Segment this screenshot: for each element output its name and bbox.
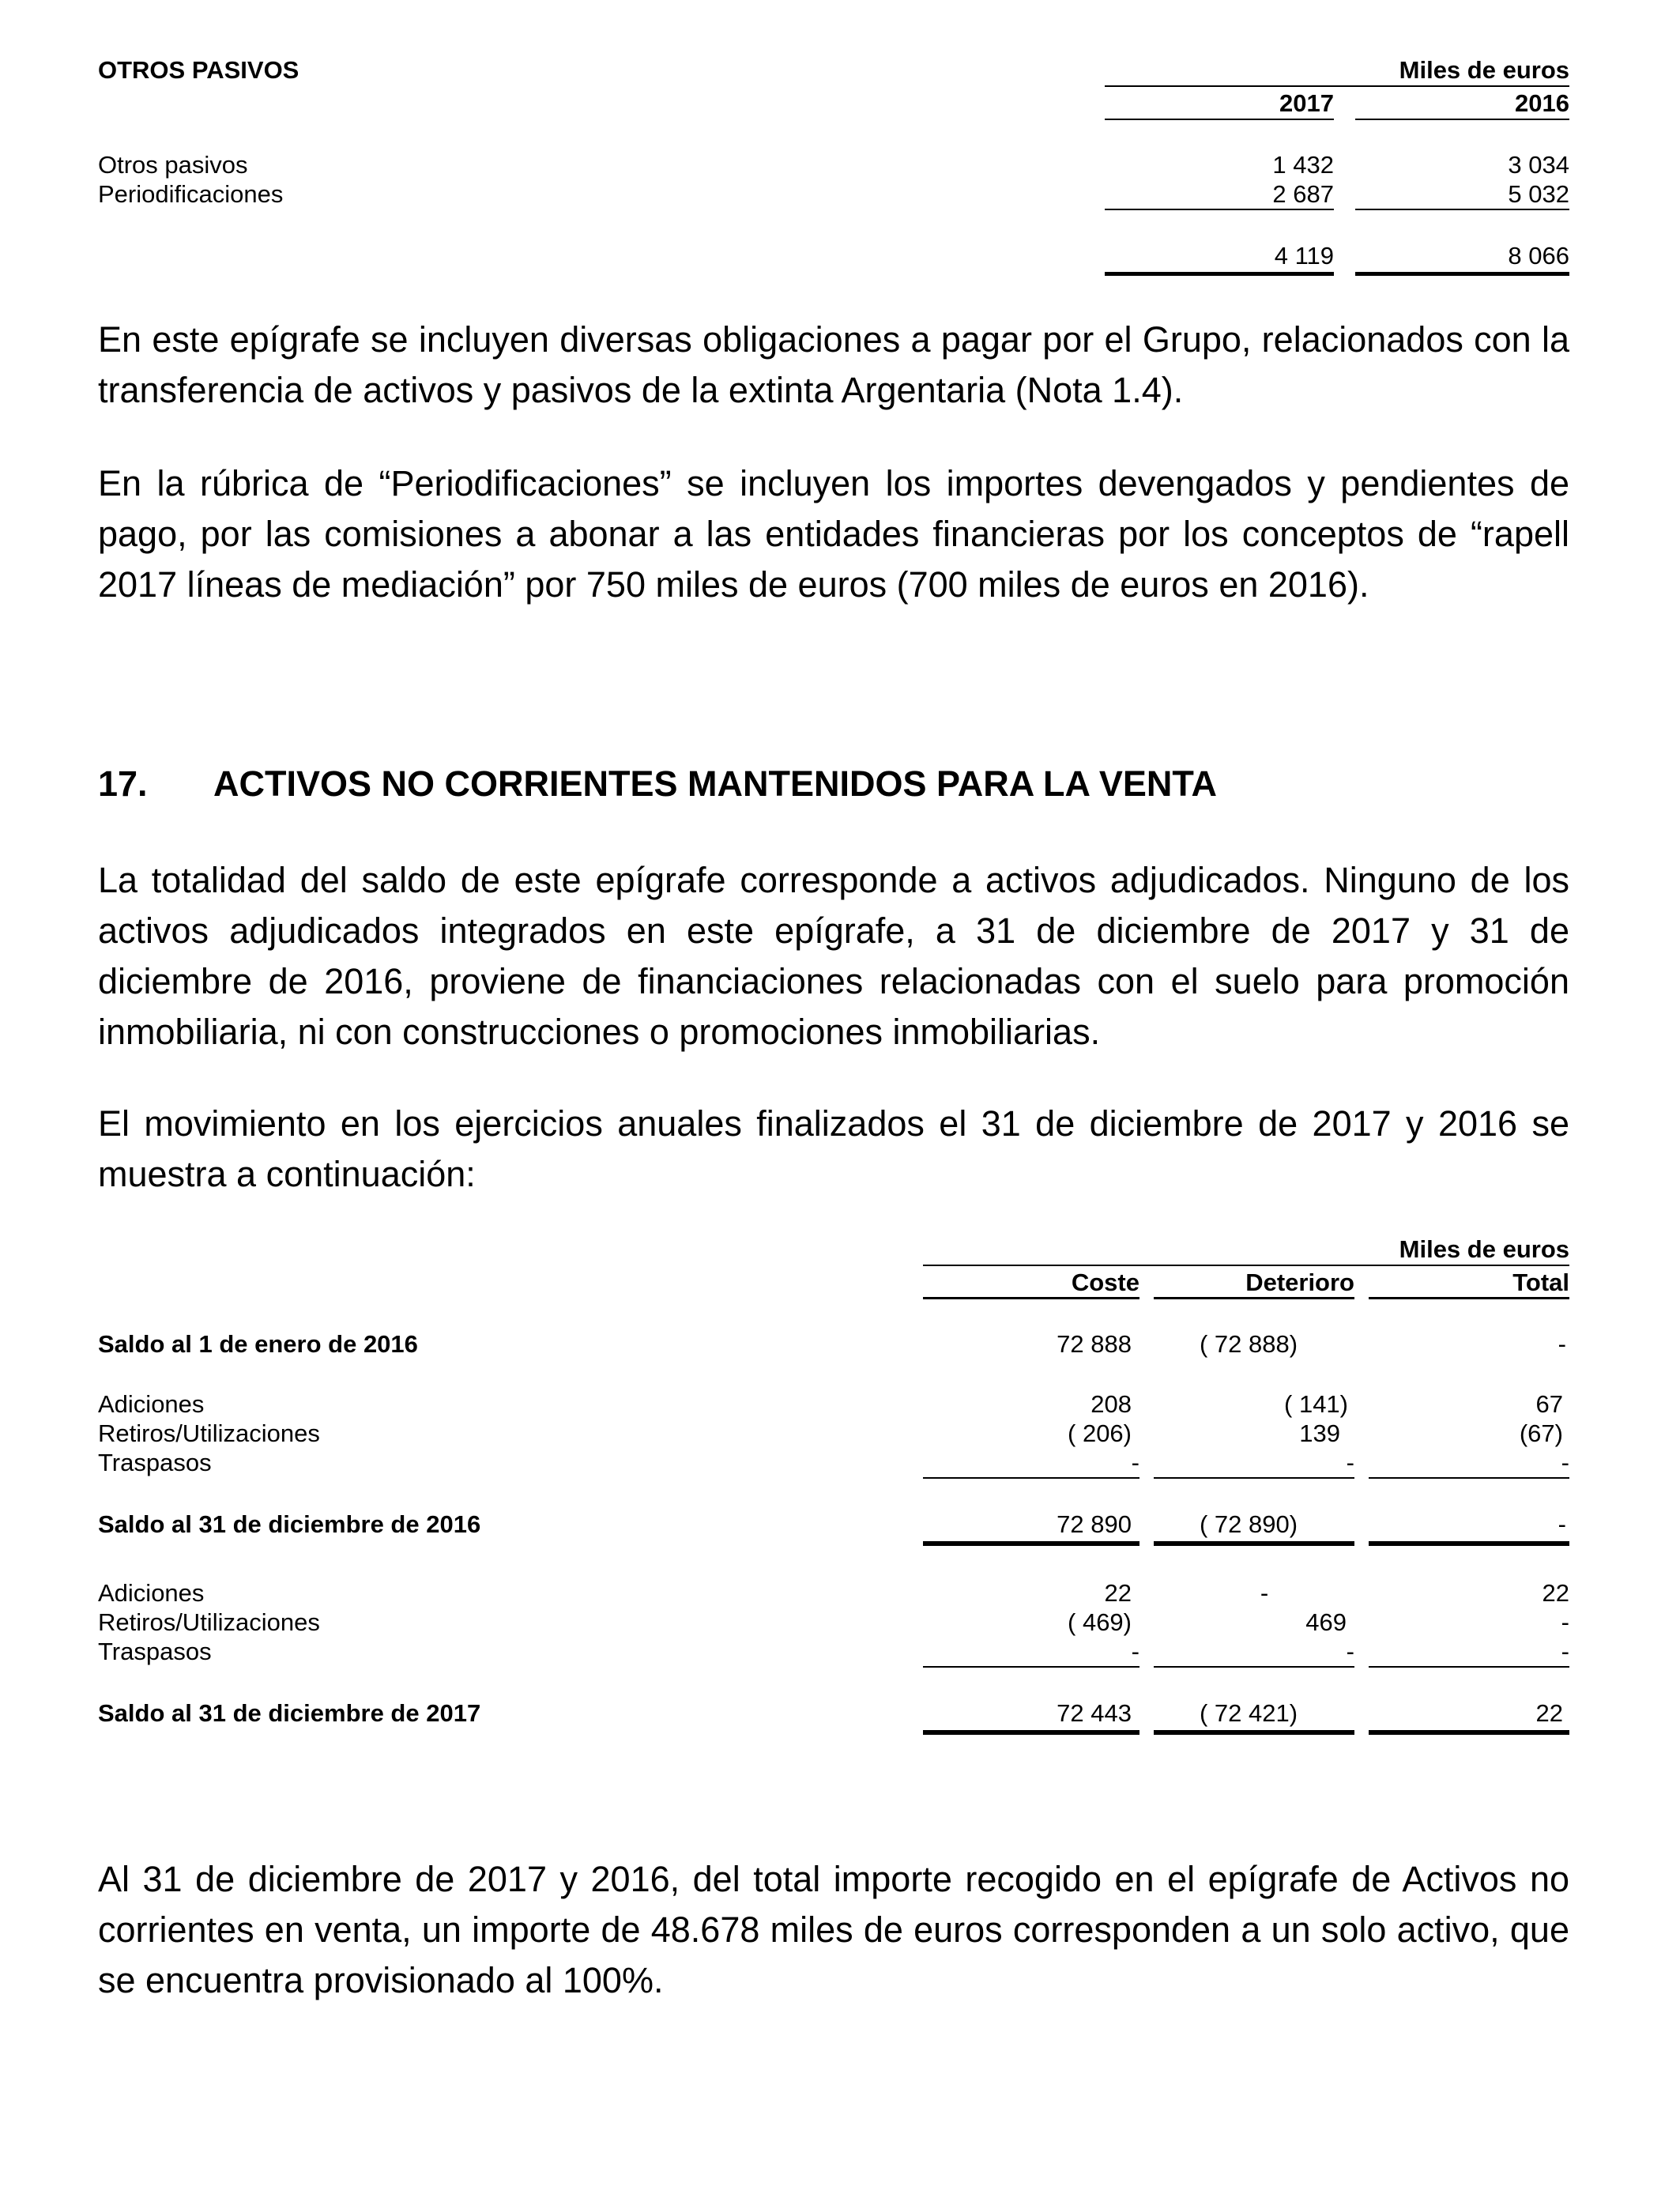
table1-total-rule-a xyxy=(1105,272,1334,276)
saldo-row-value: - xyxy=(1558,1510,1566,1538)
table2-header-rule-a xyxy=(923,1297,1139,1299)
table2-col-coste: Coste xyxy=(1071,1269,1139,1296)
movement-row-value: 208 xyxy=(1090,1390,1132,1418)
saldo-row-value: 72 888 xyxy=(1057,1330,1132,1358)
table2-group2-rule-b xyxy=(1154,1666,1354,1668)
paragraph-activo-provisionado: Al 31 de diciembre de 2017 y 2016, del total importe recogido en el epígrafe de Activos no corrientes en venta, un importe de 48.678 miles de euros corresponden a un solo activo, que se encuentra provisionado al 100%. xyxy=(98,1859,1569,2000)
saldo-row-value: ( 72 890) xyxy=(1199,1510,1298,1538)
paragraph-otros-pasivos: En este epígrafe se incluyen diversas obligaciones a pagar por el Grupo, relacionados con la transferencia de activos y pasivos de la extinta Argentaria (Nota 1.4). xyxy=(98,319,1569,410)
table2-saldo2017-rule-c xyxy=(1369,1730,1569,1735)
saldo-row-label: Saldo al 1 de enero de 2016 xyxy=(98,1330,418,1358)
table2-saldo2016-rule-c xyxy=(1369,1541,1569,1546)
table1-col-2016: 2016 xyxy=(1515,89,1569,117)
saldo-row-value: ( 72 421) xyxy=(1199,1699,1298,1727)
table1-total-value: 4 119 xyxy=(1274,242,1334,270)
movement-row-label: Retiros/Utilizaciones xyxy=(98,1608,320,1636)
movement-row-value: ( 141) xyxy=(1284,1390,1348,1418)
saldo-row-label: Saldo al 31 de diciembre de 2016 xyxy=(98,1510,481,1538)
table2-group1-rule-b xyxy=(1154,1477,1354,1479)
table1-total-rule-b xyxy=(1355,272,1569,276)
table2-unit: Miles de euros xyxy=(1399,1235,1569,1263)
table2-col-total: Total xyxy=(1512,1269,1569,1296)
movement-row-value: (67) xyxy=(1519,1419,1563,1447)
table1-unit: Miles de euros xyxy=(1399,56,1569,84)
table2-group2-rule-a xyxy=(923,1666,1139,1668)
movement-row-value: ( 206) xyxy=(1068,1419,1132,1447)
saldo-row-value: 22 xyxy=(1535,1699,1563,1727)
table1-row-label: Otros pasivos xyxy=(98,151,248,179)
table2-group2-rule-c xyxy=(1369,1666,1569,1668)
table1-header-rule-a xyxy=(1105,119,1334,120)
movement-row-value: 22 xyxy=(1104,1579,1132,1607)
table1-row-value: 3 034 xyxy=(1508,151,1569,179)
table2-header-rule-c xyxy=(1369,1297,1569,1299)
table2-col-deterioro: Deterioro xyxy=(1245,1269,1354,1296)
table2-saldo2016-rule-a xyxy=(923,1541,1139,1546)
movement-row-value: - xyxy=(1561,1608,1569,1636)
movement-row-value: - xyxy=(1131,1449,1139,1476)
section-title: ACTIVOS NO CORRIENTES MANTENIDOS PARA LA VENTA xyxy=(213,763,1218,804)
table1-subtotal-rule-a xyxy=(1105,209,1334,210)
saldo-row-value: 72 443 xyxy=(1057,1699,1132,1727)
table1-col-2017: 2017 xyxy=(1279,89,1334,117)
movement-row-value: 22 xyxy=(1542,1579,1569,1607)
saldo-row-label: Saldo al 31 de diciembre de 2017 xyxy=(98,1699,481,1727)
paragraph-movimiento: El movimiento en los ejercicios anuales finalizados el 31 de diciembre de 2017 y 2016 se muestra a continuación: xyxy=(98,1103,1569,1194)
table1-subtotal-rule-b xyxy=(1355,209,1569,210)
table1-title: OTROS PASIVOS xyxy=(98,56,299,84)
paragraph-activos-adjudicados: La totalidad del saldo de este epígrafe corresponde a activos adjudicados. Ninguno de los activos adjudicados integrados en este epígrafe, a 31 de diciembre de 2017 y 31 de diciembre de 2016, proviene de financiaciones relacionadas con el suelo para promoción inmobiliaria, ni con construcciones o promociones inmobiliarias. xyxy=(98,860,1569,1052)
movement-row-value: 67 xyxy=(1535,1390,1563,1418)
movement-row-label: Traspasos xyxy=(98,1638,212,1665)
table1-rule-top xyxy=(1105,85,1569,87)
table2-group1-rule-c xyxy=(1369,1477,1569,1479)
movement-row-value: - xyxy=(1346,1449,1354,1476)
movement-row-value: ( 469) xyxy=(1068,1608,1132,1636)
movement-row-label: Retiros/Utilizaciones xyxy=(98,1419,320,1447)
saldo-row-value: ( 72 888) xyxy=(1199,1330,1298,1358)
table1-row-value: 1 432 xyxy=(1272,151,1334,179)
paragraph-periodificaciones: En la rúbrica de “Periodificaciones” se incluyen los importes devengados y pendientes de pago, por las comisiones a abonar a las entidades financieras por los conceptos de “rapell 2017 líneas de mediación” por 750 miles de euros (700 miles de euros en 2016). xyxy=(98,463,1569,605)
table2-saldo2017-rule-b xyxy=(1154,1730,1354,1735)
table2-header-rule-b xyxy=(1154,1297,1354,1299)
table2-rule-top xyxy=(923,1265,1569,1266)
movement-row-value: 469 xyxy=(1305,1608,1347,1636)
movement-row-value: - xyxy=(1260,1579,1269,1607)
table1-row-label: Periodificaciones xyxy=(98,180,284,208)
movement-row-value: - xyxy=(1346,1638,1354,1665)
table1-row-value: 5 032 xyxy=(1508,180,1569,208)
saldo-row-value: 72 890 xyxy=(1057,1510,1132,1538)
movement-row-value: - xyxy=(1561,1449,1569,1476)
table1-total-value: 8 066 xyxy=(1508,242,1569,270)
movement-row-value: 139 xyxy=(1299,1419,1340,1447)
section-number: 17. xyxy=(98,763,148,804)
table1-header-rule-b xyxy=(1355,119,1569,120)
table2-group1-rule-a xyxy=(923,1477,1139,1479)
table2-saldo2017-rule-a xyxy=(923,1730,1139,1735)
movement-row-label: Traspasos xyxy=(98,1449,212,1476)
table2-saldo2016-rule-b xyxy=(1154,1541,1354,1546)
movement-row-label: Adiciones xyxy=(98,1579,205,1607)
movement-row-value: - xyxy=(1561,1638,1569,1665)
saldo-row-value: - xyxy=(1558,1330,1566,1358)
movement-row-value: - xyxy=(1131,1638,1139,1665)
movement-row-label: Adiciones xyxy=(98,1390,205,1418)
table1-row-value: 2 687 xyxy=(1272,180,1334,208)
